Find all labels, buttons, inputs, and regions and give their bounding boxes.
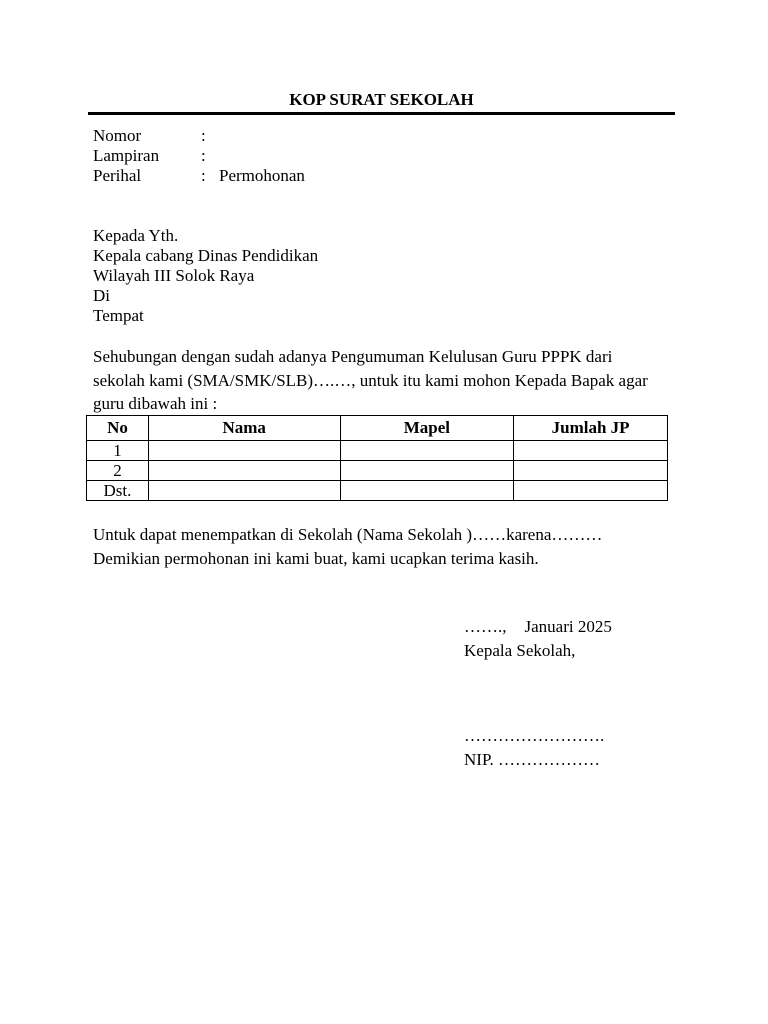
meta-label-nomor: Nomor	[93, 126, 142, 145]
column-header-nama: Nama	[148, 416, 340, 441]
cell-nama	[148, 441, 340, 461]
recipient-line: Di	[93, 286, 110, 305]
closing-line-2: Demikian permohonan ini kami buat, kami ucapkan terima kasih.	[93, 549, 539, 568]
meta-colon: :	[201, 146, 206, 165]
cell-mapel	[340, 461, 514, 481]
cell-nama	[148, 461, 340, 481]
column-header-no: No	[87, 416, 149, 441]
recipient-line: Wilayah III Solok Raya	[93, 266, 255, 285]
table-row	[87, 461, 668, 481]
cell-no: 1	[87, 441, 149, 461]
teacher-table	[86, 415, 668, 501]
meta-colon: :	[201, 166, 206, 185]
signature-block	[464, 615, 612, 772]
meta-label-lampiran: Lampiran	[93, 146, 160, 165]
closing-line-1: Untuk dapat menempatkan di Sekolah (Nama Sekolah )……karena………	[93, 525, 603, 544]
table-row	[87, 441, 668, 461]
signature-name-blank: …………………….	[464, 726, 605, 745]
column-header-mapel: Mapel	[340, 416, 514, 441]
table-row	[87, 481, 668, 501]
cell-mapel	[340, 441, 514, 461]
signature-space	[464, 663, 612, 724]
closing-text	[93, 523, 602, 571]
column-header-jumlah-jp: Jumlah JP	[514, 416, 668, 441]
letterhead-title: KOP SURAT SEKOLAH	[289, 90, 474, 109]
body-paragraph: Sehubungan dengan sudah adanya Pengumuman Kelulusan Guru PPPK dari sekolah kami (SMA/SMK/SLB)….…, untuk itu kami mohon Kepada Bapak agar guru dibawah ini :	[93, 347, 648, 413]
signature-place: …….,	[464, 617, 507, 636]
signature-date-line	[464, 615, 612, 639]
cell-jumlah-jp	[514, 441, 668, 461]
recipient-address	[93, 226, 318, 326]
recipient-line: Kepala cabang Dinas Pendidikan	[93, 246, 319, 265]
recipient-line: Tempat	[93, 306, 144, 325]
cell-no: 2	[87, 461, 149, 481]
recipient-line: Kepada Yth.	[93, 226, 179, 245]
letterhead-rule	[88, 112, 675, 115]
cell-mapel	[340, 481, 514, 501]
cell-nama	[148, 481, 340, 501]
meta-value-perihal: Permohonan	[219, 166, 305, 185]
meta-colon: :	[201, 126, 206, 145]
signature-date: Januari 2025	[524, 617, 612, 636]
signature-role: Kepala Sekolah,	[464, 641, 576, 660]
table-header-row	[87, 416, 668, 441]
cell-jumlah-jp	[514, 481, 668, 501]
cell-jumlah-jp	[514, 461, 668, 481]
cell-no: Dst.	[87, 481, 149, 501]
signature-nip: NIP. ………………	[464, 750, 601, 769]
meta-label-perihal: Perihal	[93, 166, 142, 185]
